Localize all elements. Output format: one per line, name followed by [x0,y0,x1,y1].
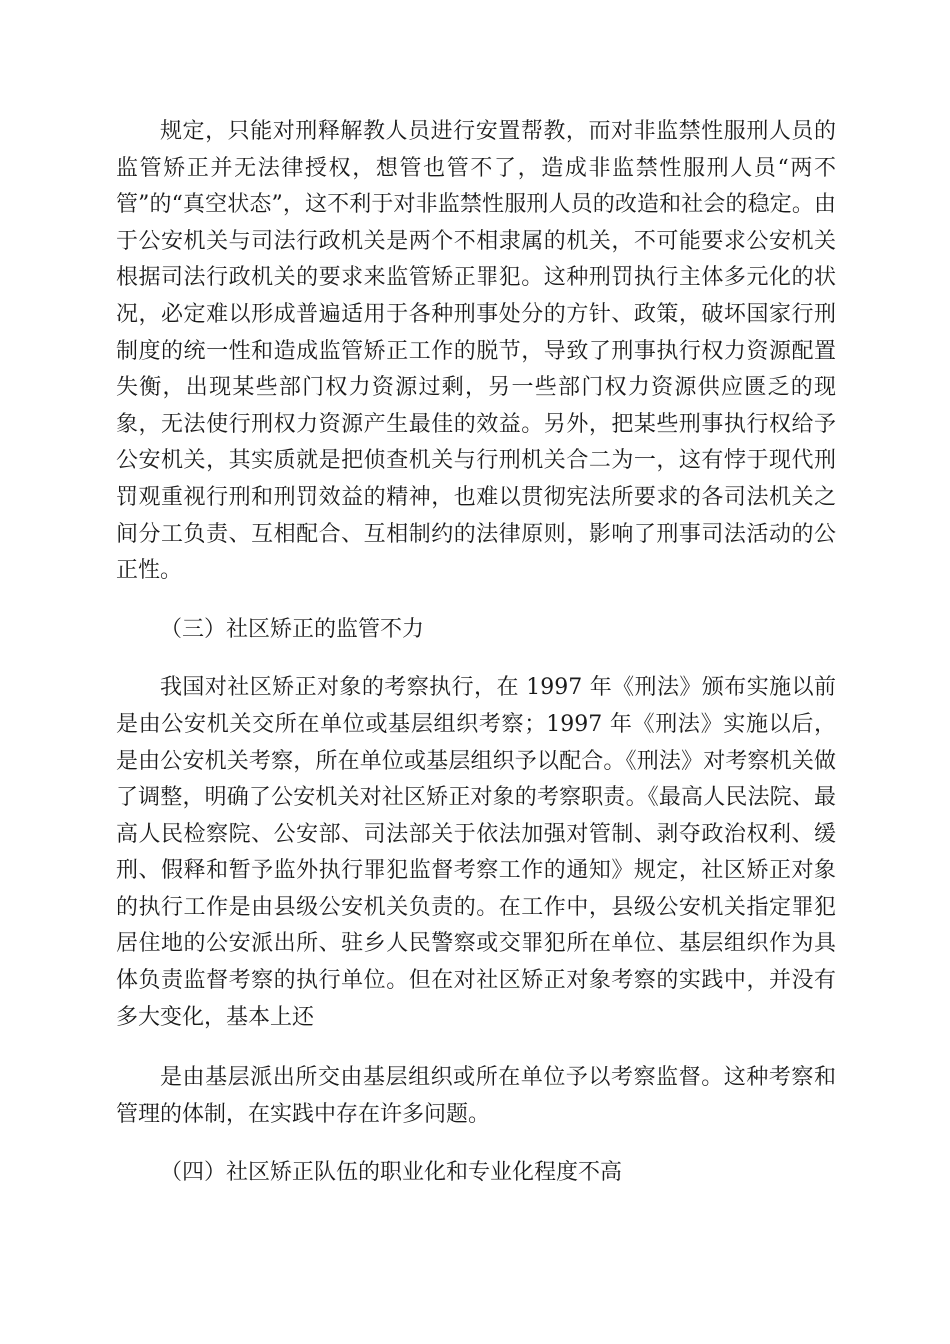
section-heading: （三）社区矫正的监管不力 [160,616,425,642]
section-heading: （四）社区矫正队伍的职业化和专业化程度不高 [160,1160,623,1186]
paragraph-text: 规定，只能对刑释解教人员进行安置帮教，而对非监禁性服刑人员的监管矫正并无法律授权，想管也管不了，造成非监禁性服刑人员“两不管”的“真空状态”，这不利于对非监禁性服刑人员的改造和社会的稳定。由于公安机关与司法行政机关是两个不相隶属的机关，不可能要求公安机关根据司法行政机关的要求来监管矫正罪犯。这种刑罚执行主体多元化的状况，必定难以形成普遍适用于各种刑事处分的方针、政策，破坏国家行刑制度的统一性和造成监管矫正工作的脱节，导致了刑事执行权力资源配置失衡，出现某些部门权力资源过剩，另一些部门权力资源供应匮乏的现象，无法使行刑权力资源产生最佳的效益。另外，把某些刑事执行权给予公安机关，其实质就是把侦查机关与行刑机关合二为一，这有悖于现代刑罚观重视行刑和刑罚效益的精神，也难以贯彻宪法所要求的各司法机关之间分工负责、互相配合、互相制约的法律原则，影响了刑事司法活动的公正性。 [116,119,836,584]
paragraph-text: 我国对社区矫正对象的考察执行，在 1997 年《刑法》颁布实施以前是由公安机关交所在单位或基层组织考察；1997 年《刑法》实施以后，是由公安机关考察，所在单位或基层组织予以配合。《刑法》对考察机关做了调整，明确了公安机关对社区矫正对象的考察职责。《最高人民法院、最高人民检察院、公安部、司法部关于依法加强对管制、剥夺政治权利、缓刑、假释和暂予监外执行罪犯监督考察工作的通知》规定，社区矫正对象的执行工作是由县级公安机关负责的。在工作中，县级公安机关指定罪犯居住地的公安派出所、驻乡人民警察或交罪犯所在单位、基层组织作为具体负责监督考察的执行单位。但在对社区矫正对象考察的实践中，并没有多大变化，基本上还 [116,675,836,1030]
paragraph-text: 是由基层派出所交由基层组织或所在单位予以考察监督。这种考察和管理的体制，在实践中存在许多问题。 [116,1065,836,1127]
document-body [116,114,836,1192]
